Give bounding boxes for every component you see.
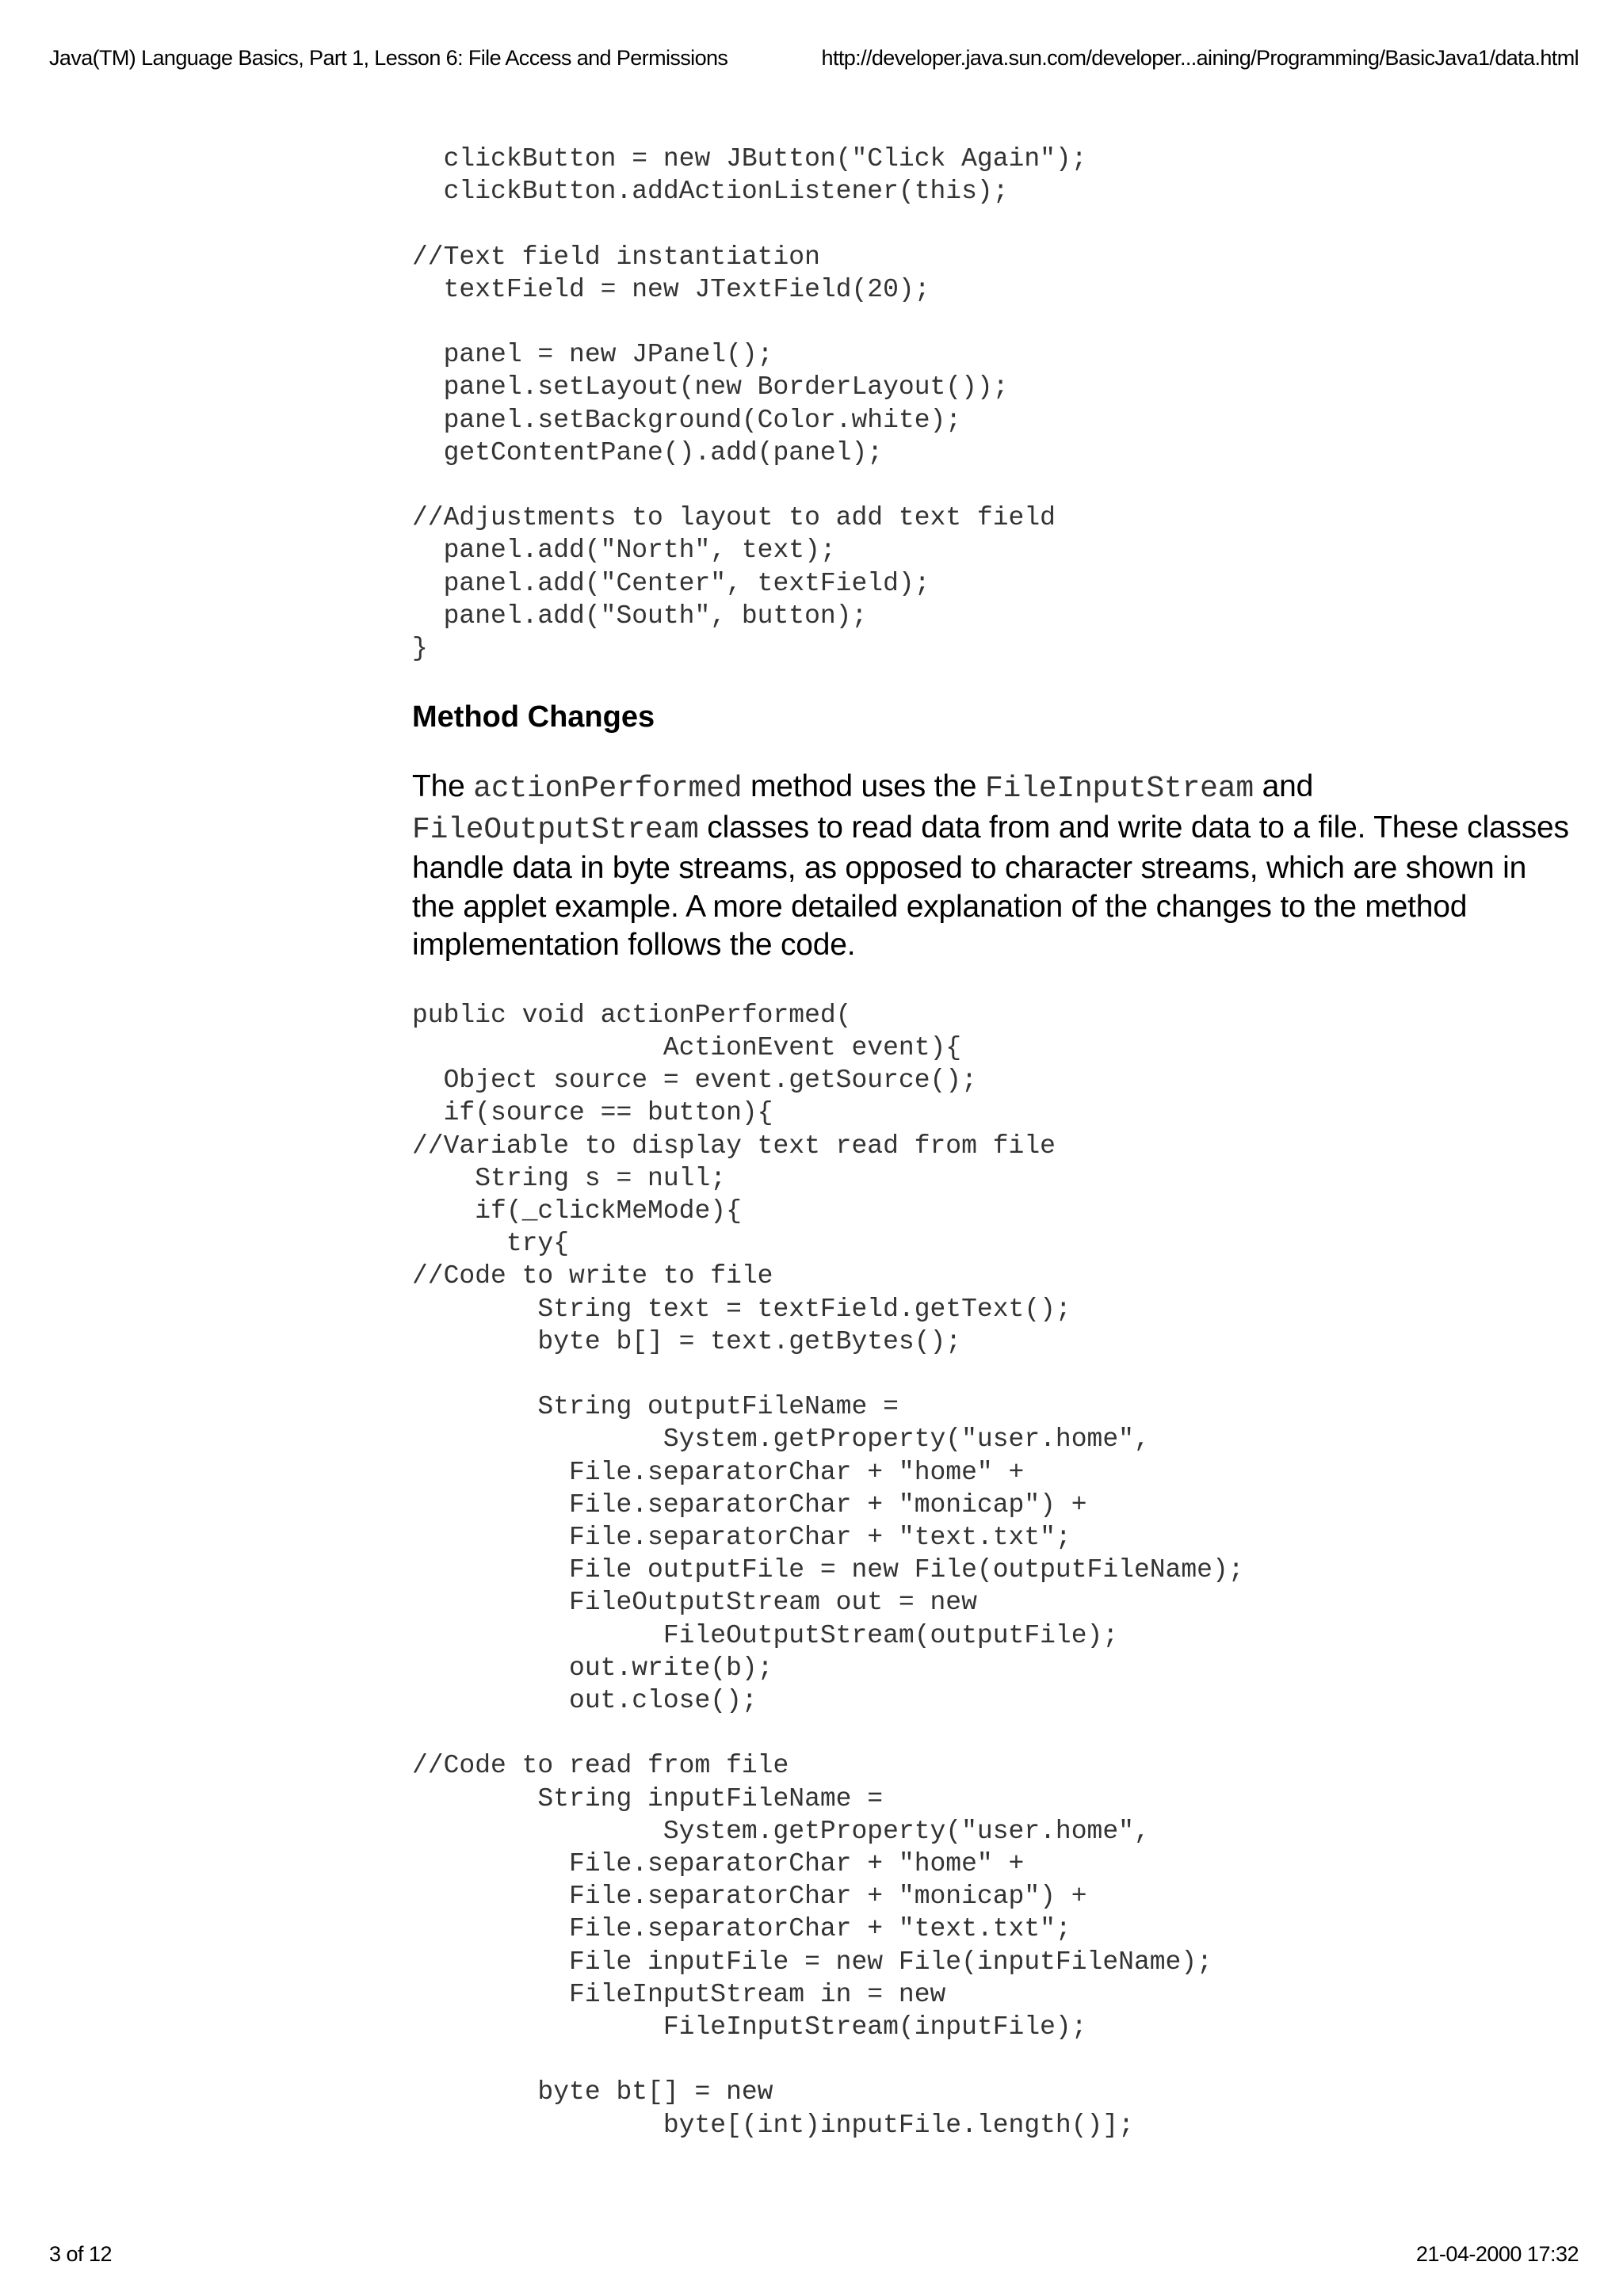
inline-code-actionperformed: actionPerformed xyxy=(473,772,743,807)
print-header xyxy=(49,46,1579,78)
print-timestamp: 21-04-2000 17:32 xyxy=(1415,2242,1579,2266)
page-title: Java(TM) Language Basics, Part 1, Lesson 6: File Access and Permissions xyxy=(49,46,728,70)
page-url: http://developer.java.sun.com/developer...aining/Programming/BasicJava1/data.html xyxy=(821,46,1579,70)
inline-code-fileoutputstream: FileOutputStream xyxy=(412,812,699,847)
code-block-action-performed: public void actionPerformed( ActionEvent event){ Object source = event.getSource(); if(source == button){ //Variable to display text read from file String s = null; if(_clickMeMode){ try{ //Code to write to file String text = textField.getText(); byte b[] = text.getBytes(); String outputFileName = System.getProperty("user.home", File.separatorChar + "home" + File.separatorChar + "monicap") + File.separatorChar + "text.txt"; File outputFile = new File(outputFileName); FileOutputStream out = new FileOutputStream(outputFile); out.write(b); out.close(); //Code to read from file String inputFileName = System.getProperty("user.home", File.separatorChar + "home" + File.separatorChar + "monicap") + File.separatorChar + "text.txt"; File inputFile = new File(inputFileName); FileInputStream in = new FileInputStream(inputFile); byte bt[] = new byte[(int)inputFile.length()]; xyxy=(412,1000,1244,2140)
paragraph-text: method uses the xyxy=(742,769,985,804)
method-changes-paragraph xyxy=(412,768,1569,965)
page-number: 3 of 12 xyxy=(49,2242,113,2266)
inline-code-fileinputstream: FileInputStream xyxy=(984,772,1254,807)
paragraph-text: classes to read data from and write data to a file. These classes handle data in byte streams, as opposed to character streams, which are shown in the applet example. A more detailed explanation of the changes to the method implementation follows the code. xyxy=(412,810,1569,963)
section-heading: Method Changes xyxy=(412,700,655,734)
code-block-ui-setup: clickButton = new JButton("Click Again"); clickButton.addActionListener(this); //Text field instantiation textField = new JTextField(20); panel = new JPanel(); panel.setLayout(new BorderLayout()); panel.setBackground(Color.white); getContentPane().add(panel); //Adjustments to layout to add text field panel.add("North", text); panel.add("Center", textField); panel.add("South", button); } xyxy=(412,144,1087,664)
document-content xyxy=(412,143,1569,2142)
print-footer xyxy=(49,2242,1579,2274)
paragraph-text: and xyxy=(1254,769,1314,804)
paragraph-text: The xyxy=(412,769,474,804)
